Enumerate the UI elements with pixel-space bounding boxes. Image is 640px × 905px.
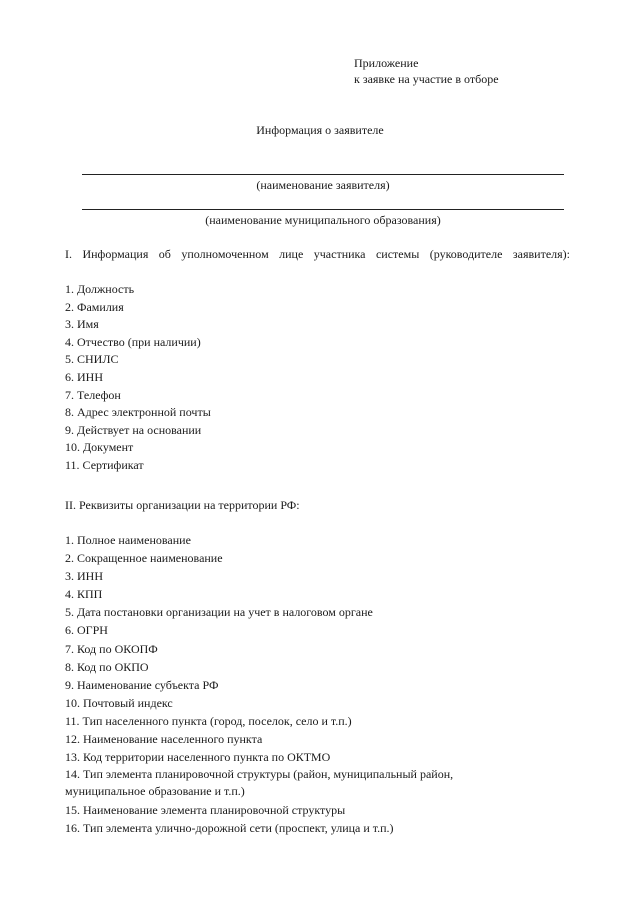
list-item: 9. Наименование субъекта РФ [65,677,219,692]
municipality-name-caption: (наименование муниципального образования) [205,213,441,227]
list-item: 3. Имя [65,317,99,332]
list-item: 14. Тип элемента планировочной структуры (район, муниципальный район, муниципальное образование и т.п.) [65,767,454,799]
section-2-heading: II. Реквизиты организации на территории РФ: [65,498,300,512]
appendix-line-1: Приложение [354,56,419,70]
list-item: 2. Фамилия [65,299,124,314]
list-item: 6. ИНН [65,369,103,384]
list-item: 16. Тип элемента улично-дорожной сети (проспект, улица и т.п.) [65,821,394,836]
section-1-list [65,281,211,475]
list-item: 2. Сокращенное наименование [65,551,223,566]
list-item: 6. ОГРН [65,623,108,638]
list-item: 10. Документ [65,440,134,455]
list-item: 7. Телефон [65,387,121,402]
applicant-name-line [82,174,564,175]
list-item: 4. КПП [65,587,103,602]
list-item: 5. СНИЛС [65,352,119,367]
list-item: 8. Код по ОКПО [65,659,149,674]
section-2-list [65,531,505,837]
list-item: 9. Действует на основании [65,422,202,437]
list-item: 10. Почтовый индекс [65,695,173,710]
municipality-name-line [82,209,564,210]
list-item: 11. Тип населенного пункта (город, поселок, село и т.п.) [65,713,352,728]
list-item: 11. Сертификат [65,457,144,472]
section-1-heading: I. Информация об уполномоченном лице участника системы (руководителе заявителя): [65,247,570,261]
list-item: 1. Должность [65,282,135,296]
list-item: 3. ИНН [65,569,103,584]
list-item: 7. Код по ОКОПФ [65,641,158,656]
list-item: 13. Код территории населенного пункта по ОКТМО [65,750,331,765]
applicant-name-caption: (наименование заявителя) [256,178,390,192]
list-item: 12. Наименование населенного пункта [65,732,263,747]
list-item: 4. Отчество (при наличии) [65,334,201,349]
list-item: 1. Полное наименование [65,533,191,547]
list-item: 8. Адрес электронной почты [65,405,211,420]
appendix-header [354,55,499,87]
appendix-line-2: к заявке на участие в отборе [354,72,499,86]
list-item: 5. Дата постановки организации на учет в налоговом органе [65,605,373,620]
list-item: 15. Наименование элемента планировочной структуры [65,803,346,818]
document-title: Информация о заявителе [256,123,384,137]
